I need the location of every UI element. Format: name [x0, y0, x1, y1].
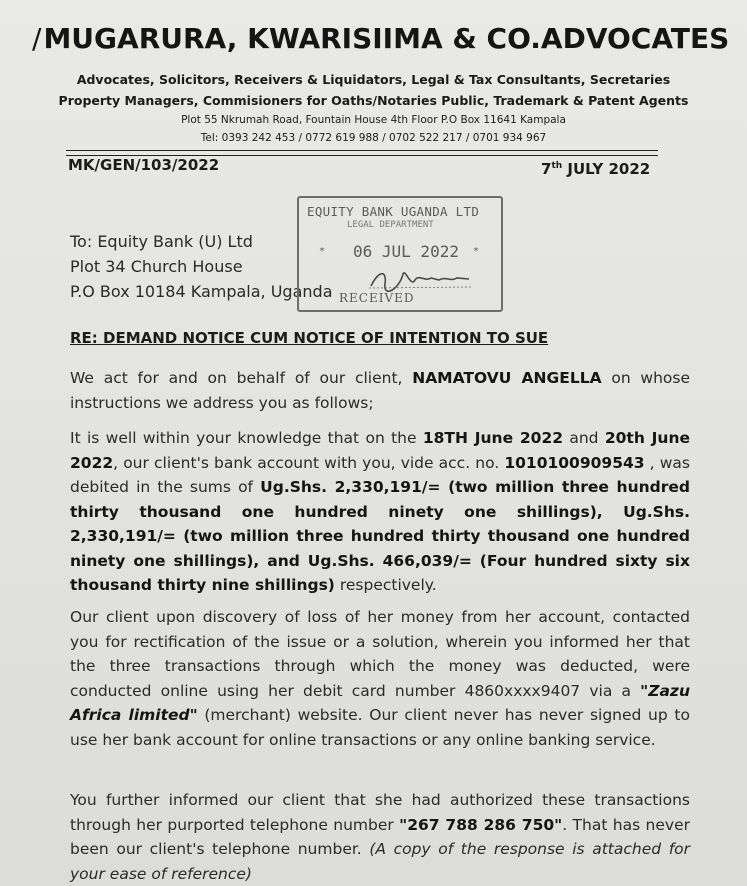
p2-date-1: 18TH June 2022	[422, 429, 564, 447]
p2-text-a: It is well within your knowledge that on the	[70, 429, 423, 447]
services-line-1: Advocates, Solicitors, Receivers & Liquidators, Legal & Tax Consultants, Secretaries	[76, 72, 671, 87]
debited-sums: Ug.Shs. 2,330,191/= (two million three hundred thirty thousand one hundred ninety one shillings), Ug.Shs. 2,330,191/= (two million three hundred thirty thousand one hundred ninety one shillings), and Ug.Shs. 466,039/= (Four hundred sixty six thousand thirty nine shillings)	[70, 478, 690, 594]
firm-name-text: MUGARURA, KWARISIIMA & CO.ADVOCATES	[43, 22, 730, 55]
p2-date-2: 20th June 2022	[70, 429, 690, 472]
stamp-star-right: *	[473, 246, 480, 257]
firm-name	[32, 22, 730, 55]
stamp-department: LEGAL DEPARTMENT	[347, 220, 434, 230]
stamp-star-left: *	[319, 246, 326, 257]
received-stamp	[297, 196, 503, 312]
recipient-line-3: P.O Box 10184 Kampala, Uganda	[70, 282, 333, 301]
paragraph-4	[70, 788, 690, 886]
date-day: 7	[541, 160, 552, 178]
services-line-2: Property Managers, Commisioners for Oaths/Notaries Public, Trademark & Patent Agents	[58, 93, 689, 108]
date-suffix: th	[551, 161, 563, 171]
firm-address: Plot 55 Nkrumah Road, Fountain House 4th Floor P.O Box 11641 Kampala	[181, 114, 566, 126]
merchant-name: "Zazu Africa limited"	[70, 681, 690, 724]
subject-line: RE: DEMAND NOTICE CUM NOTICE OF INTENTION TO SUE	[70, 329, 549, 347]
p4-text-a: You further informed our client that she had authorized these transactions through her purported telephone number	[70, 791, 690, 834]
paragraph-2	[70, 426, 690, 598]
paragraph-3	[70, 605, 690, 752]
p4-attachment-note: (A copy of the response is attached for your ease of reference)	[70, 840, 691, 883]
recipient-line-2: Plot 34 Church House	[70, 257, 243, 276]
paragraph-1	[70, 366, 690, 415]
reference-number: MK/GEN/103/2022	[68, 156, 220, 174]
p2-text-b: and	[563, 429, 605, 447]
phone-number: "267 788 286 750"	[399, 815, 563, 834]
header-divider-top	[66, 150, 658, 151]
p3-text-b: (merchant) website. Our client never has never signed up to use her bank account for online transactions or any online banking service.	[70, 706, 690, 749]
p3-text-a: Our client upon discovery of loss of her money from her account, contacted you for rectification of the issue or a solution, wherein you informed her that the three transactions through which the money was deducted, were conducted online using her debit card number 4860xxxx9407 via a	[70, 608, 690, 700]
p1-text-b: on whose instructions we address you as follows;	[70, 369, 690, 412]
p2-text-e: respectively.	[334, 576, 437, 594]
stamp-date: 06 JUL 2022	[353, 242, 459, 261]
stamp-bank-name: EQUITY BANK UGANDA LTD	[307, 204, 480, 219]
letterhead-slash: /	[32, 22, 42, 55]
account-number: 1010100909543	[504, 453, 645, 472]
firm-telephone: Tel: 0393 242 453 / 0772 619 988 / 0702 522 217 / 0701 934 967	[200, 132, 547, 144]
p2-text-c: , our client's bank account with you, vide acc. no.	[113, 453, 505, 472]
recipient-line-1: To: Equity Bank (U) Ltd	[70, 232, 253, 251]
p2-text-d: , was debited in the sums of	[70, 453, 690, 496]
p1-text-a: We act for and on behalf of our client,	[70, 369, 413, 387]
stamp-received: RECEIVED	[339, 291, 415, 305]
client-name: NAMATOVU ANGELLA	[412, 369, 602, 387]
letter-date	[541, 160, 650, 178]
p4-text-b: . That has never been our client's telephone number.	[70, 815, 690, 858]
signature-mark	[365, 266, 475, 292]
date-rest: JULY 2022	[567, 160, 651, 178]
